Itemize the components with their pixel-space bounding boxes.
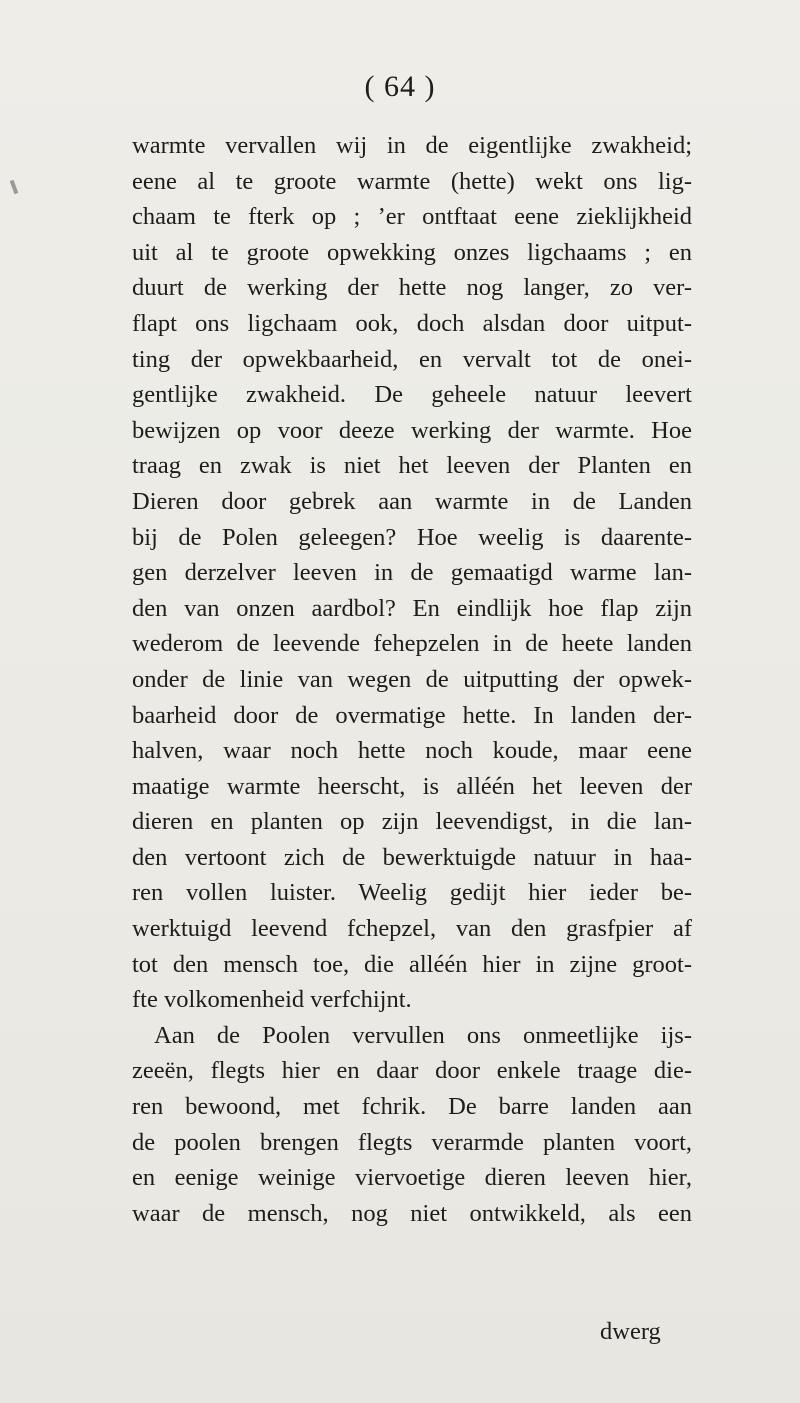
text-line: tot den mensch toe, die alléén hier in zijne groot- bbox=[132, 950, 692, 978]
text-line: maatige warmte heerscht, is alléén het leeven der bbox=[132, 772, 692, 800]
body-text bbox=[132, 128, 692, 1231]
text-line: baarheid door de overmatige hette. In landen der- bbox=[132, 701, 692, 729]
text-line: wederom de leevende fehepzelen in de heete landen bbox=[132, 630, 692, 658]
text-line: traag en zwak is niet het leeven der Planten en bbox=[132, 452, 692, 480]
text-line: gen derzelver leeven in de gemaatigd warme lan- bbox=[132, 559, 692, 587]
text-line: duurt de werking der hette nog langer, zo ver- bbox=[132, 274, 692, 302]
text-line: ren vollen luister. Weelig gedijt hier ieder be- bbox=[132, 879, 692, 907]
text-line: zeeën, flegts hier en daar door enkele traage die- bbox=[132, 1057, 692, 1085]
text-line: Dieren door gebrek aan warmte in de Landen bbox=[132, 487, 692, 515]
text-line: en eenige weinige viervoetige dieren leeven hier, bbox=[132, 1164, 692, 1192]
text-line: den van onzen aardbol? En eindlijk hoe flap zijn bbox=[132, 594, 692, 622]
text-line: ting der opwekbaarheid, en vervalt tot de onei- bbox=[132, 345, 692, 373]
text-line: uit al te groote opwekking onzes ligchaams ; en bbox=[132, 238, 692, 266]
text-line: den vertoont zich de bewerktuigde natuur in haa- bbox=[132, 843, 692, 871]
text-line: waar de mensch, nog niet ontwikkeld, als een bbox=[132, 1199, 692, 1227]
text-line: dieren en planten op zijn leevendigst, in die lan- bbox=[132, 808, 692, 836]
text-line: chaam te fterk op ; ’er ontftaat eene zieklijkheid bbox=[132, 203, 692, 231]
text-line: bij de Polen geleegen? Hoe weelig is daarente- bbox=[132, 523, 692, 551]
text-line: de poolen brengen flegts verarmde planten voort, bbox=[132, 1128, 692, 1156]
catchword: dwerg bbox=[600, 1318, 661, 1345]
margin-mark bbox=[10, 180, 19, 195]
text-line: halven, waar noch hette noch koude, maar eene bbox=[132, 737, 692, 765]
text-line: ren bewoond, met fchrik. De barre landen aan bbox=[132, 1093, 692, 1121]
text-line: werktuigd leevend fchepzel, van den grasfpier af bbox=[132, 915, 692, 943]
text-line: warmte vervallen wij in de eigentlijke zwakheid; bbox=[132, 132, 692, 159]
text-line: flapt ons ligchaam ook, doch alsdan door uitput- bbox=[132, 309, 692, 337]
text-line: bewijzen op voor deeze werking der warmte. Hoe bbox=[132, 416, 692, 444]
text-line: onder de linie van wegen de uitputting der opwek- bbox=[132, 665, 692, 693]
text-line: gentlijke zwakheid. De geheele natuur leevert bbox=[132, 381, 692, 409]
paragraph-start-line: Aan de Poolen vervullen ons onmeetlijke ijs- bbox=[154, 1021, 692, 1049]
page-number: ( 64 ) bbox=[364, 70, 436, 103]
text-line: eene al te groote warmte (hette) wekt ons lig- bbox=[132, 167, 692, 195]
paragraph-end-line: fte volkomenheid verfchijnt. bbox=[132, 986, 412, 1014]
